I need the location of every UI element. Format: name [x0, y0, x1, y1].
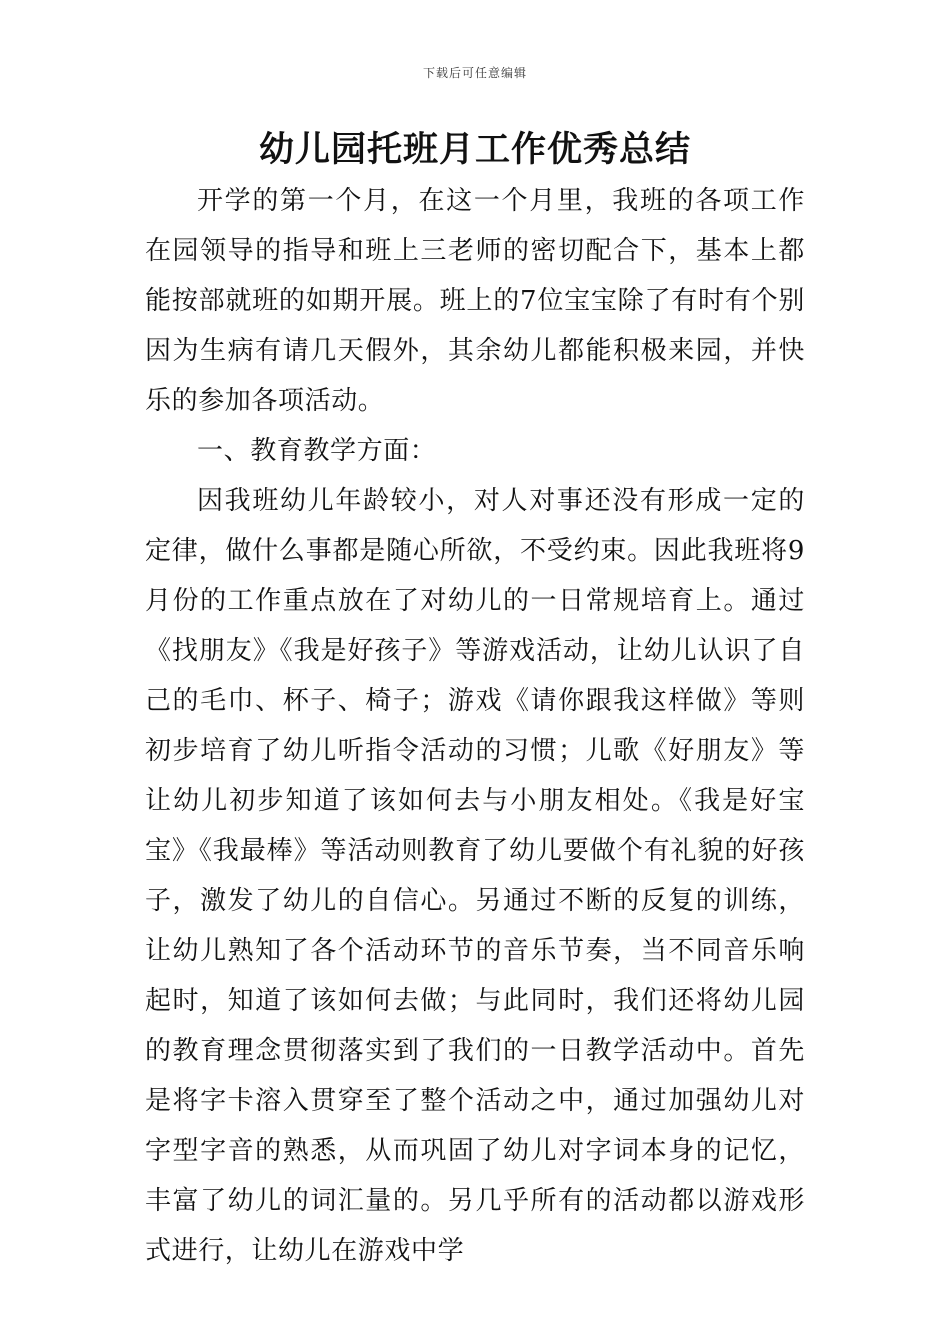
paragraph-intro: 开学的第一个月，在这一个月里，我班的各项工作在园领导的指导和班上三老师的密切配合下，基本上都能按部就班的如期开展。班上的7位宝宝除了有时有个别因为生病有请几天假外，其余幼儿都能积极来园，并快乐的参加各项活动。 — [145, 186, 805, 416]
document-body — [145, 176, 805, 1276]
header-note: 下载后可任意编辑 — [422, 66, 527, 80]
section-heading-education: 一、教育教学方面： — [197, 436, 437, 466]
document-title: 幼儿园托班月工作优秀总结 — [258, 130, 691, 170]
paragraph-education: 因我班幼儿年龄较小，对人对事还没有形成一定的定律，做什么事都是随心所欲，不受约束。因此我班将9月份的工作重点放在了对幼儿的一日常规培育上。通过《找朋友》《我是好孩子》等游戏活动，让幼儿认识了自己的毛巾、杯子、椅子；游戏《请你跟我这样做》等则初步培育了幼儿听指令活动的习惯；儿歌《好朋友》等让幼儿初步知道了该如何去与小朋友相处。《我是好宝宝》《我最棒》等活动则教育了幼儿要做个有礼貌的好孩子，激发了幼儿的自信心。另通过不断的反复的训练，让幼儿熟知了各个活动环节的音乐节奏，当不同音乐响起时，知道了该如何去做；与此同时，我们还将幼儿园的教育理念贯彻落实到了我们的一日教学活动中。首先是将字卡溶入贯穿至了整个活动之中，通过加强幼儿对字型字音的熟悉，从而巩固了幼儿对字词本身的记忆，丰富了幼儿的词汇量的。另几乎所有的活动都以游戏形式进行，让幼儿在游戏中学 — [145, 486, 805, 1266]
